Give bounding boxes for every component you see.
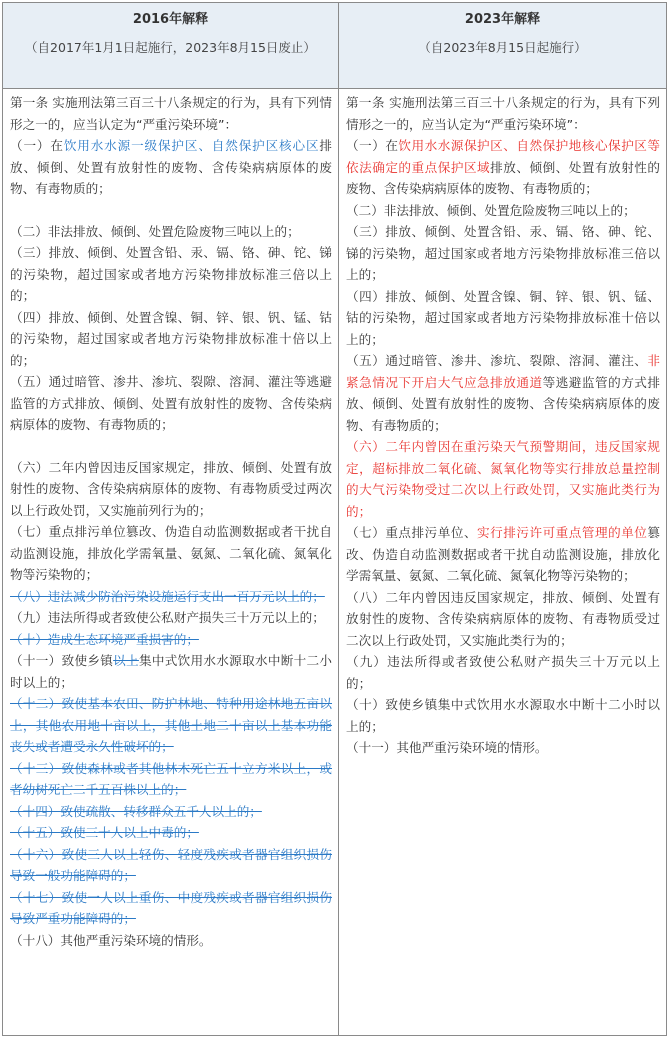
clause-paragraph [346,522,660,587]
clause-paragraph [10,693,332,758]
clause-text: 第一条 实施刑法第三百三十八条规定的行为，具有下列情形之一的，应当认定为“严重污染环境”： [10,95,332,132]
clause-text: 排放、倾倒、处置有放射性的废物、含传染病病原体的废物、有毒物质的； [10,138,333,196]
clause-paragraph [346,436,660,522]
clause-paragraph [10,887,332,930]
clause-paragraph [346,200,660,222]
column-subtitle: （自2017年1月1日起施行，2023年8月15日废止） [25,40,316,55]
clause-paragraph [346,737,660,759]
clause-text: 等逃避监管的方式排放、倾倒、处置有放射性的废物、含传染病病原体的废物、有毒物质的； [346,374,661,433]
clause-text: （七）重点排污单位篡改、伪造自动监测数据或者干扰自动监测设施，排放化学需氧量、氨氮、二氧化硫、氮氧化物等污染物的； [10,524,332,582]
clause-paragraph [10,650,332,693]
clause-paragraph [10,371,332,436]
clause-paragraph [10,221,332,243]
clause-text: 篡改、伪造自动监测数据或者干扰自动监测设施，排放化学需氧量、氨氮、二氧化硫、氮氧化物等污染物的； [346,525,661,583]
deleted-text: （十）造成生态环境严重损害的； [10,631,199,647]
clause-text: 排放、倾倒、处置有放射性的废物、含传染病病原体的废物、有毒物质的； [346,159,661,196]
clause-paragraph [346,221,660,286]
column-header-2023 [339,3,667,89]
highlighted-text: 实行排污许可重点管理的单位 [477,525,648,540]
clause-paragraph [10,92,332,135]
highlighted-text: 非紧急情况下开启大气应急排放通道 [346,353,660,390]
clause-paragraph [346,651,660,694]
clause-paragraph [10,758,332,801]
clause-text: （九）违法所得或者致使公私财产损失三十万元以上的； [10,610,325,625]
highlighted-text: 饮用水水源保护区、自然保护地核心保护区等依法确定的重点保护区域 [346,138,661,175]
clause-text: （三）排放、倾倒、处置含铅、汞、镉、铬、砷、铊、锑的污染物，超过国家或者地方污染物排放标准三倍以上的； [346,224,660,282]
deleted-text: （十六）致使三人以上轻伤、轻度残疾或者器官组织损伤导致一般功能障碍的； [10,846,332,883]
comparison-table [2,2,667,1036]
deleted-text: （十四）致使疏散、转移群众五千人以上的； [10,803,262,819]
clause-text: （五）通过暗管、渗井、渗坑、裂隙、溶洞、灌注、 [346,353,648,368]
clause-text: （二）非法排放、倾倒、处置危险废物三吨以上的； [10,223,300,239]
clause-text: （八）二年内曾因违反国家规定，排放、倾倒、处置有放射性的废物、含传染病病原体的废物、有毒物质受过二次以上行政处罚，又实施此类行为的； [346,589,660,648]
clause-text: （五）通过暗管、渗井、渗坑、裂隙、溶洞、灌注等逃避监管的方式排放、倾倒、处置有放射性的废物、含传染病病原体的废物、有毒物质的； [10,374,332,432]
column-header-2016 [3,3,339,89]
column-body-2016 [3,89,339,1036]
column-body-2023 [339,89,667,1036]
clause-paragraph [10,629,332,651]
clause-paragraph [10,930,332,952]
clause-paragraph [10,135,332,200]
deleted-text: （十七）致使一人以上重伤、中度残疾或者器官组织损伤导致严重功能障碍的； [10,889,332,926]
clause-paragraph [10,586,332,608]
clause-paragraph [10,844,332,887]
clause-text: （四）排放、倾倒、处置含镍、铜、锌、银、钒、锰、钴的污染物，超过国家或者地方污染物排放标准十倍以上的； [10,309,332,368]
column-title: 2016年解释 [132,12,209,27]
highlighted-text: （六）二年内曾因在重污染天气预警期间，违反国家规定，超标排放二氧化硫、氮氧化物等实行排放总量控制的大气污染物受过二次以上行政处罚，又实施此类行为的； [346,439,660,519]
clause-text: 第一条 实施刑法第三百三十八条规定的行为，具有下列情形之一的，应当认定为“严重污染环境”： [346,95,660,132]
clause-text: （一）在 [10,138,64,153]
header-row [3,3,667,89]
clause-text: 集中式饮用水水源取水中断十二小时以上的； [10,653,333,690]
clause-paragraph [10,607,332,629]
clause-paragraph [346,694,660,737]
clause-text: （二）非法排放、倾倒、处置危险废物三吨以上的； [346,202,636,218]
clause-text: （一）在 [346,138,399,153]
deleted-text: （八）违法减少防治污染设施运行支出一百万元以上的； [10,588,325,604]
column-subtitle: （自2023年8月15日起施行） [418,40,587,55]
clause-text: （九）违法所得或者致使公私财产损失三十万元以上的； [346,654,660,691]
clause-text: （三）排放、倾倒、处置含铅、汞、镉、铬、砷、铊、锑的污染物，超过国家或者地方污染物排放标准三倍以上的； [10,245,332,303]
clause-text: （四）排放、倾倒、处置含镍、铜、锌、银、钒、锰、钴的污染物，超过国家或者地方污染物排放标准十倍以上的； [346,288,660,347]
clause-text: （十八）其他严重污染环境的情形。 [10,932,212,948]
clause-paragraph [10,521,332,586]
clause-paragraph [346,350,660,436]
deleted-text: （十三）致使森林或者其他林木死亡五十立方米以上，或者幼树死亡二千五百株以上的； [10,760,332,797]
highlighted-text: 饮用水水源一级保护区、自然保护区核心区 [63,138,320,153]
column-title: 2023年解释 [464,12,541,27]
clause-text: （七）重点排污单位、 [346,525,478,540]
clause-text: （六）二年内曾因违反国家规定，排放、倾倒、处置有放射性的废物、含传染病病原体的废物、有毒物质受过两次以上行政处罚，又实施前列行为的； [10,459,332,518]
clause-paragraph [10,801,332,823]
clause-text: （十一）其他严重污染环境的情形。 [346,740,548,755]
clause-paragraph [346,587,660,652]
clause-paragraph [10,242,332,307]
clause-paragraph [346,286,660,351]
clause-text: （十一）致使乡镇 [10,653,114,668]
deleted-text: 以上 [113,653,139,668]
deleted-text: （十五）致使三十人以上中毒的； [10,825,199,840]
clause-paragraph [10,822,332,844]
deleted-text: （十二）致使基本农田、防护林地、特种用途林地五亩以上，其他农用地十亩以上，其他土地二十亩以上基本功能丧失或者遭受永久性破坏的； [10,696,332,754]
clause-text: （十）致使乡镇集中式饮用水水源取水中断十二小时以上的； [346,697,660,734]
clause-paragraph [346,135,660,200]
clause-paragraph [10,457,332,522]
clause-paragraph [346,92,660,135]
clause-paragraph [10,307,332,372]
content-row [3,89,667,1036]
